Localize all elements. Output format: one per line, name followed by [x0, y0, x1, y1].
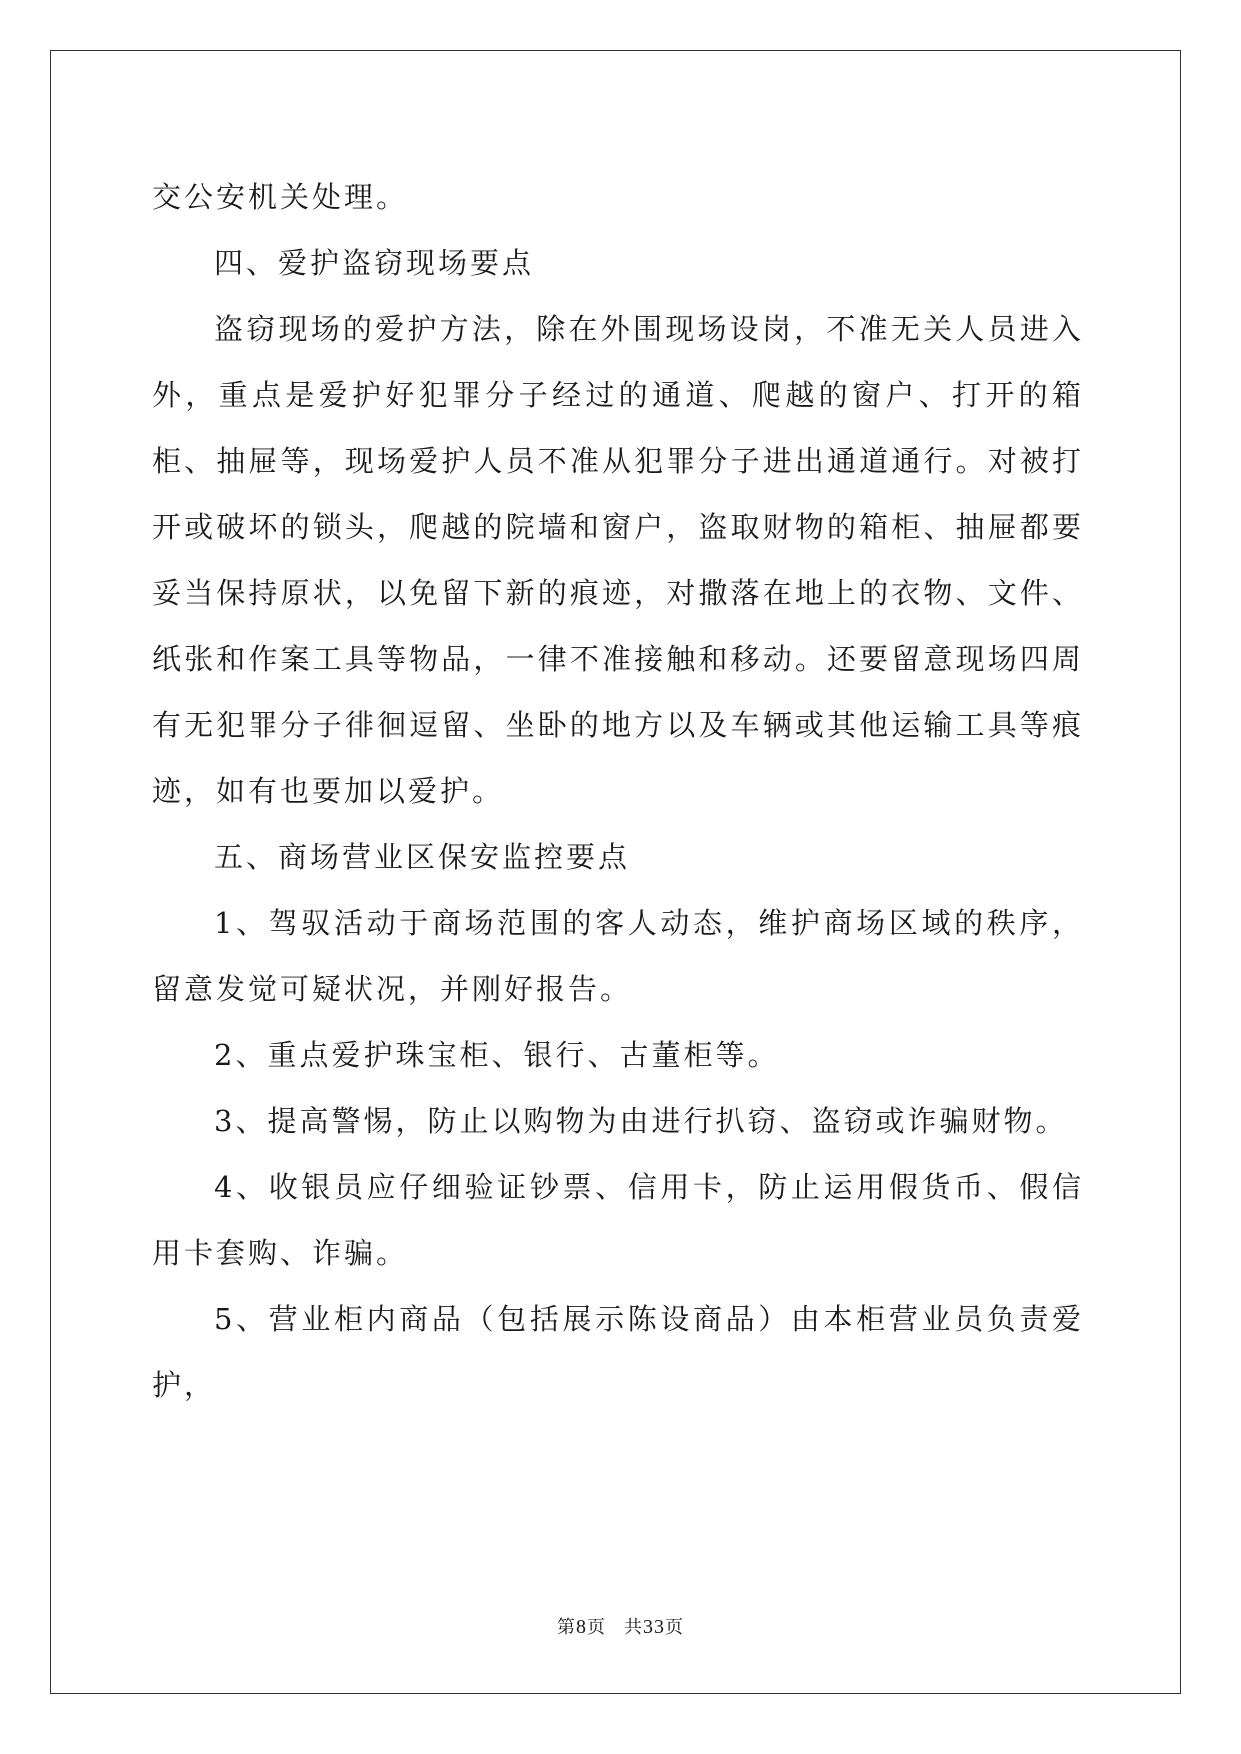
- page-footer: [0, 1615, 1241, 1640]
- paragraph-continuation: 交公安机关处理。: [152, 180, 409, 214]
- footer-total-prefix: 共: [624, 1617, 643, 1638]
- list-item-2: 2、重点爱护珠宝柜、银行、古董柜等。: [214, 1038, 780, 1072]
- footer-prefix: 第: [557, 1617, 576, 1638]
- list-item-4: 4、收银员应仔细验证钞票、信用卡，防止运用假货币、假信用卡套购、诈骗。: [152, 1170, 1084, 1270]
- section-heading-5: 五、商场营业区保安监控要点: [214, 840, 631, 874]
- list-item-3: 3、提高警惕，防止以购物为由进行扒窃、盗窃或诈骗财物。: [214, 1104, 1068, 1138]
- list-item-1: 1、驾驭活动于商场范围的客人动态，维护商场区域的秩序，留意发觉可疑状况，并刚好报告。: [152, 906, 1084, 1006]
- total-pages: 33: [643, 1616, 665, 1638]
- footer-page-suffix: 页: [587, 1617, 606, 1638]
- footer-total-suffix: 页: [665, 1617, 684, 1638]
- section-heading-4: 四、爱护盗窃现场要点: [214, 246, 535, 280]
- document-body: [152, 164, 1084, 1418]
- paragraph-theft-scene: 盗窃现场的爱护方法，除在外围现场设岗，不准无关人员进入外，重点是爱护好犯罪分子经过的通道、爬越的窗户、打开的箱柜、抽屉等，现场爱护人员不准从犯罪分子进出通道通行。对被打开或破坏的锁头，爬越的院墙和窗户，盗取财物的箱柜、抽屉都要妥当保持原状，以免留下新的痕迹，对撒落在地上的衣物、文件、纸张和作案工具等物品，一律不准接触和移动。还要留意现场四周有无犯罪分子徘徊逗留、坐卧的地方以及车辆或其他运输工具等痕迹，如有也要加以爱护。: [152, 312, 1084, 808]
- page-number: 8: [576, 1616, 587, 1638]
- list-item-5: 5、营业柜内商品（包括展示陈设商品）由本柜营业员负责爱护，: [152, 1302, 1084, 1402]
